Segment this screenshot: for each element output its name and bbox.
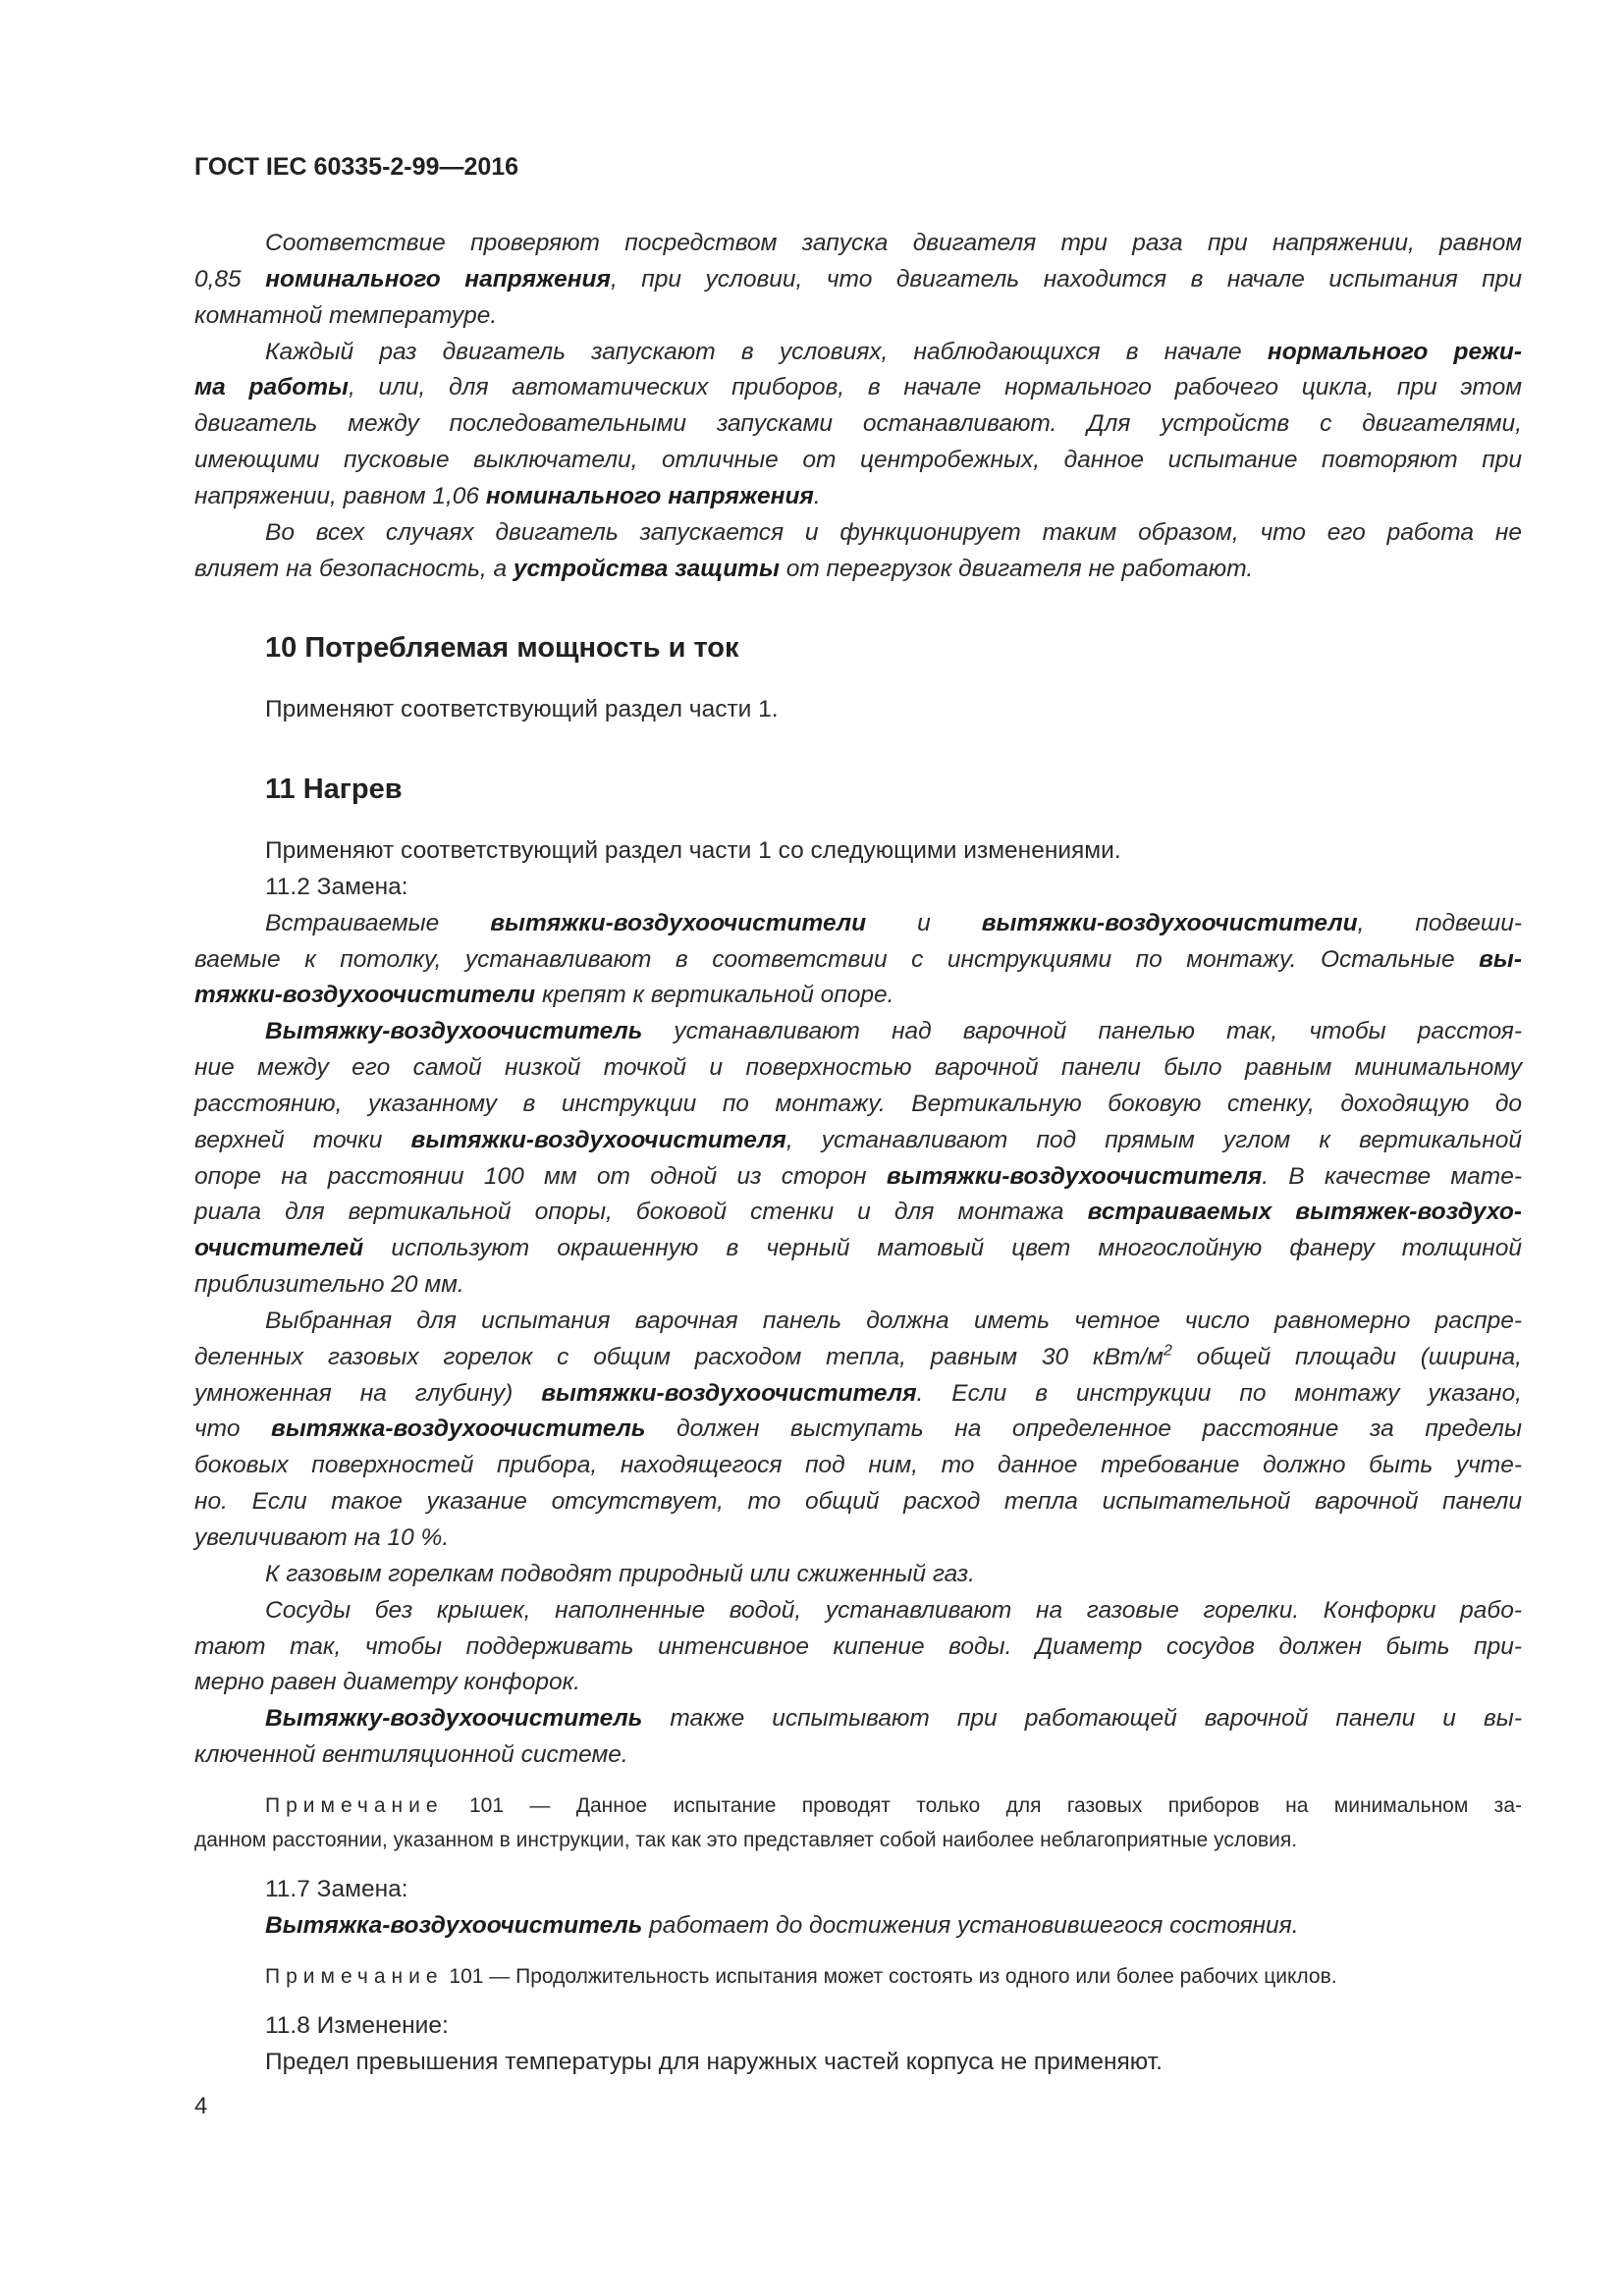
text-line [194, 1087, 1522, 1123]
defined-term: номинального напряжения [485, 482, 814, 509]
text-run: Каждый раз двигатель запускают в условиях, наблюдающихся в начале [265, 338, 1268, 365]
text-line [194, 479, 1522, 515]
text-line [194, 1304, 1522, 1340]
text-run: также испытывают при работающей варочной панели и вы- [642, 1705, 1522, 1733]
paragraph [194, 833, 1522, 870]
text-line [194, 552, 1522, 588]
paragraph [194, 1014, 1522, 1304]
text-line [194, 1267, 1522, 1304]
text-run: умноженная на глубину) [194, 1379, 542, 1407]
text-line [194, 2008, 1522, 2045]
text-line [194, 1960, 1522, 1995]
paragraph [194, 870, 1522, 906]
text-line [194, 870, 1522, 906]
text-line [194, 630, 1522, 667]
text-run: деленных газовых горелок с общим расходом тепла, равным 30 кВт/м [194, 1343, 1164, 1370]
text-run: Применяют соответствующий раздел части 1. [265, 696, 779, 723]
text-run: комнатной температуре. [194, 301, 498, 329]
text-run: , подвеши- [1357, 909, 1522, 936]
defined-term: ма работы [194, 374, 349, 401]
text-run: верхней точки [194, 1126, 411, 1153]
text-run: Встраиваемые [265, 909, 491, 936]
text-line [194, 1412, 1522, 1448]
text-run: тают так, чтобы поддерживать интенсивное кипение воды. Диаметр сосудов должен быть при- [194, 1632, 1522, 1660]
paragraph [194, 335, 1522, 515]
text-line [194, 1701, 1522, 1737]
text-run: используют окрашенную в черный матовый цвет многослойную фанеру толщиной [363, 1235, 1522, 1262]
text-run: но. Если такое указание отсутствует, то общий расход тепла испытательной варочной панели [194, 1488, 1522, 1516]
text-run: Соответствие проверяют посредством запуска двигателя три раза при напряжении, равном [265, 230, 1522, 256]
text-line [194, 1231, 1522, 1267]
section-heading [194, 772, 1522, 808]
text-run: , устанавливают под прямым углом к вертикальной [785, 1126, 1522, 1153]
text-line [194, 1159, 1522, 1196]
note-label: Примечание [265, 1964, 444, 1988]
defined-term: вытяжки-воздухоочистители [981, 909, 1358, 936]
text-run: Выбранная для испытания варочная панель должна иметь четное число равномерно распре- [265, 1307, 1522, 1334]
document-header: ГОСТ IEC 60335-2-99—2016 [194, 153, 519, 181]
text-run: 101 — Данное испытание проводят только для газовых приборов на минимальном за- [443, 1793, 1522, 1817]
defined-term: номинального напряжения [265, 265, 611, 293]
defined-term: вытяжки-воздухоочистителя [541, 1379, 917, 1407]
text-run: К газовым горелкам подводят природный или сжиженный газ. [265, 1560, 975, 1587]
defined-term: Вытяжку-воздухоочиститель [265, 1018, 643, 1045]
text-line [194, 1908, 1522, 1945]
paragraph [194, 226, 1522, 335]
paragraph [194, 906, 1522, 1015]
text-run: 11 Нагрев [265, 774, 403, 806]
text-run: , или, для автоматических приборов, в начале нормального рабочего цикла, при этом [348, 374, 1522, 401]
text-line [194, 692, 1522, 728]
paragraph [194, 1908, 1522, 1945]
text-line [194, 1484, 1522, 1521]
text-run: ключенной вентиляционной системе. [194, 1741, 628, 1769]
text-run: Во всех случаях двигатель запускается и функционирует таким образом, что его работа не [265, 518, 1522, 546]
text-run: , при условии, что двигатель находится в начале испытания при [610, 265, 1522, 293]
paragraph [194, 1557, 1522, 1593]
text-line [194, 1824, 1522, 1858]
text-line [194, 833, 1522, 870]
paragraph [194, 515, 1522, 588]
text-line [194, 1557, 1522, 1593]
text-line [194, 1050, 1522, 1087]
text-line [194, 335, 1522, 371]
paragraph [194, 1872, 1522, 1908]
text-run: что [194, 1415, 272, 1443]
text-run: данном расстоянии, указанном в инструкции, так как это представляет собой наиболее неблагоприятные условия. [194, 1828, 1298, 1851]
text-run: 11.7 Замена: [265, 1876, 408, 1903]
text-line [194, 226, 1522, 262]
text-run: влияет на безопасность, а [194, 555, 514, 582]
defined-term: нормального режи- [1267, 338, 1522, 365]
text-line [194, 906, 1522, 942]
text-line [194, 262, 1522, 298]
text-run: должен выступать на определенное расстояние за пределы [645, 1415, 1523, 1443]
text-run: ваемые к потолку, устанавливают в соответствии с инструкциями по монтажу. Остальные [194, 945, 1480, 973]
text-run: 0,85 [194, 265, 266, 293]
text-run: 101 — Продолжительность испытания может состоять из одного или более рабочих циклов. [443, 1964, 1337, 1988]
text-line [194, 1340, 1522, 1376]
defined-term: вытяжки-воздухоочистителя [410, 1126, 786, 1153]
text-run: Применяют соответствующий раздел части 1 со следующими изменениями. [265, 836, 1121, 864]
text-line [194, 370, 1522, 406]
defined-term: встраиваемых вытяжек-воздухо- [1087, 1199, 1522, 1226]
text-run: риала для вертикальной опоры, боковой стенки и для монтажа [194, 1199, 1088, 1226]
text-line [194, 1593, 1522, 1629]
text-run: Предел превышения температуры для наружных частей корпуса не применяют. [265, 2049, 1163, 2076]
text-run: устанавливают над варочной панелью так, чтобы расстоя- [642, 1018, 1522, 1045]
note-paragraph [194, 1960, 1522, 1995]
paragraph [194, 2045, 1522, 2081]
text-run: напряжении, равном 1,06 [194, 482, 486, 509]
text-line [194, 1789, 1522, 1824]
text-run: . В качестве мате- [1262, 1162, 1523, 1190]
paragraph [194, 692, 1522, 728]
defined-term: Вытяжка-воздухоочиститель [265, 1911, 643, 1939]
text-line [194, 515, 1522, 552]
text-run: имеющими пусковые выключатели, отличные от центробежных, данное испытание повторяют при [194, 447, 1522, 474]
paragraph [194, 2008, 1522, 2045]
text-run: . [813, 482, 821, 509]
text-run: двигатель между последовательными запусками останавливают. Для устройств с двигателями, [194, 410, 1522, 438]
text-line [194, 942, 1522, 979]
text-line [194, 1872, 1522, 1908]
text-run: крепят к вертикальной опоре. [535, 982, 894, 1009]
paragraph [194, 1593, 1522, 1702]
page-number: 4 [194, 2093, 208, 2119]
defined-term: вы- [1479, 945, 1522, 973]
text-run: Сосуды без крышек, наполненные водой, устанавливают на газовые горелки. Конфорки рабо- [265, 1596, 1522, 1624]
text-run: ние между его самой низкой точкой и поверхностью варочной панели было равным минимальному [194, 1054, 1522, 1082]
text-run: общей площади (ширина, [1171, 1343, 1522, 1370]
defined-term: Вытяжку-воздухоочиститель [265, 1705, 643, 1733]
defined-term: вытяжки-воздухоочистителя [886, 1162, 1263, 1190]
text-line [194, 1521, 1522, 1557]
text-line [194, 1629, 1522, 1666]
text-run: 11.8 Изменение: [265, 2012, 449, 2040]
text-run: расстоянию, указанному в инструкции по монтажу. Вертикальную боковую стенку, доходящую до [194, 1090, 1522, 1117]
text-line [194, 406, 1522, 443]
paragraph [194, 1304, 1522, 1557]
text-line [194, 1195, 1522, 1231]
text-line [194, 298, 1522, 335]
text-line [194, 978, 1522, 1014]
defined-term: устройства защиты [513, 555, 780, 582]
text-run: 10 Потребляемая мощность и ток [265, 632, 739, 665]
text-line [194, 772, 1522, 808]
text-run: приблизительно 20 мм. [194, 1271, 464, 1299]
paragraph [194, 1701, 1522, 1774]
text-line [194, 1014, 1522, 1050]
text-line [194, 443, 1522, 479]
note-paragraph [194, 1789, 1522, 1857]
document-body [194, 226, 1522, 2081]
text-run: мерно равен диаметру конфорок. [194, 1669, 580, 1696]
text-run: . Если в инструкции по монтажу указано, [916, 1379, 1522, 1407]
defined-term: очистителей [194, 1235, 364, 1262]
text-line [194, 1737, 1522, 1774]
text-line [194, 1665, 1522, 1701]
text-run: работает до достижения установившегося состояния. [642, 1911, 1299, 1939]
text-run: 11.2 Замена: [265, 873, 408, 900]
text-run: от перегрузок двигателя не работают. [779, 555, 1254, 582]
note-label: Примечание [265, 1793, 444, 1817]
text-line [194, 1376, 1522, 1413]
section-heading [194, 630, 1522, 667]
text-run: 2 [1163, 1342, 1172, 1360]
text-line [194, 1123, 1522, 1159]
text-run: опоре на расстоянии 100 мм от одной из сторон [194, 1162, 887, 1190]
text-run: боковых поверхностей прибора, находящегося под ним, то данное требование должно быть учте- [194, 1452, 1522, 1479]
defined-term: вытяжка-воздухоочиститель [271, 1415, 646, 1443]
text-line [194, 1448, 1522, 1484]
defined-term: вытяжки-воздухоочистители [490, 909, 867, 936]
text-run: увеличивают на 10 %. [194, 1524, 450, 1551]
defined-term: тяжки-воздухоочистители [194, 982, 536, 1009]
text-line [194, 2045, 1522, 2081]
text-run: и [866, 909, 982, 936]
